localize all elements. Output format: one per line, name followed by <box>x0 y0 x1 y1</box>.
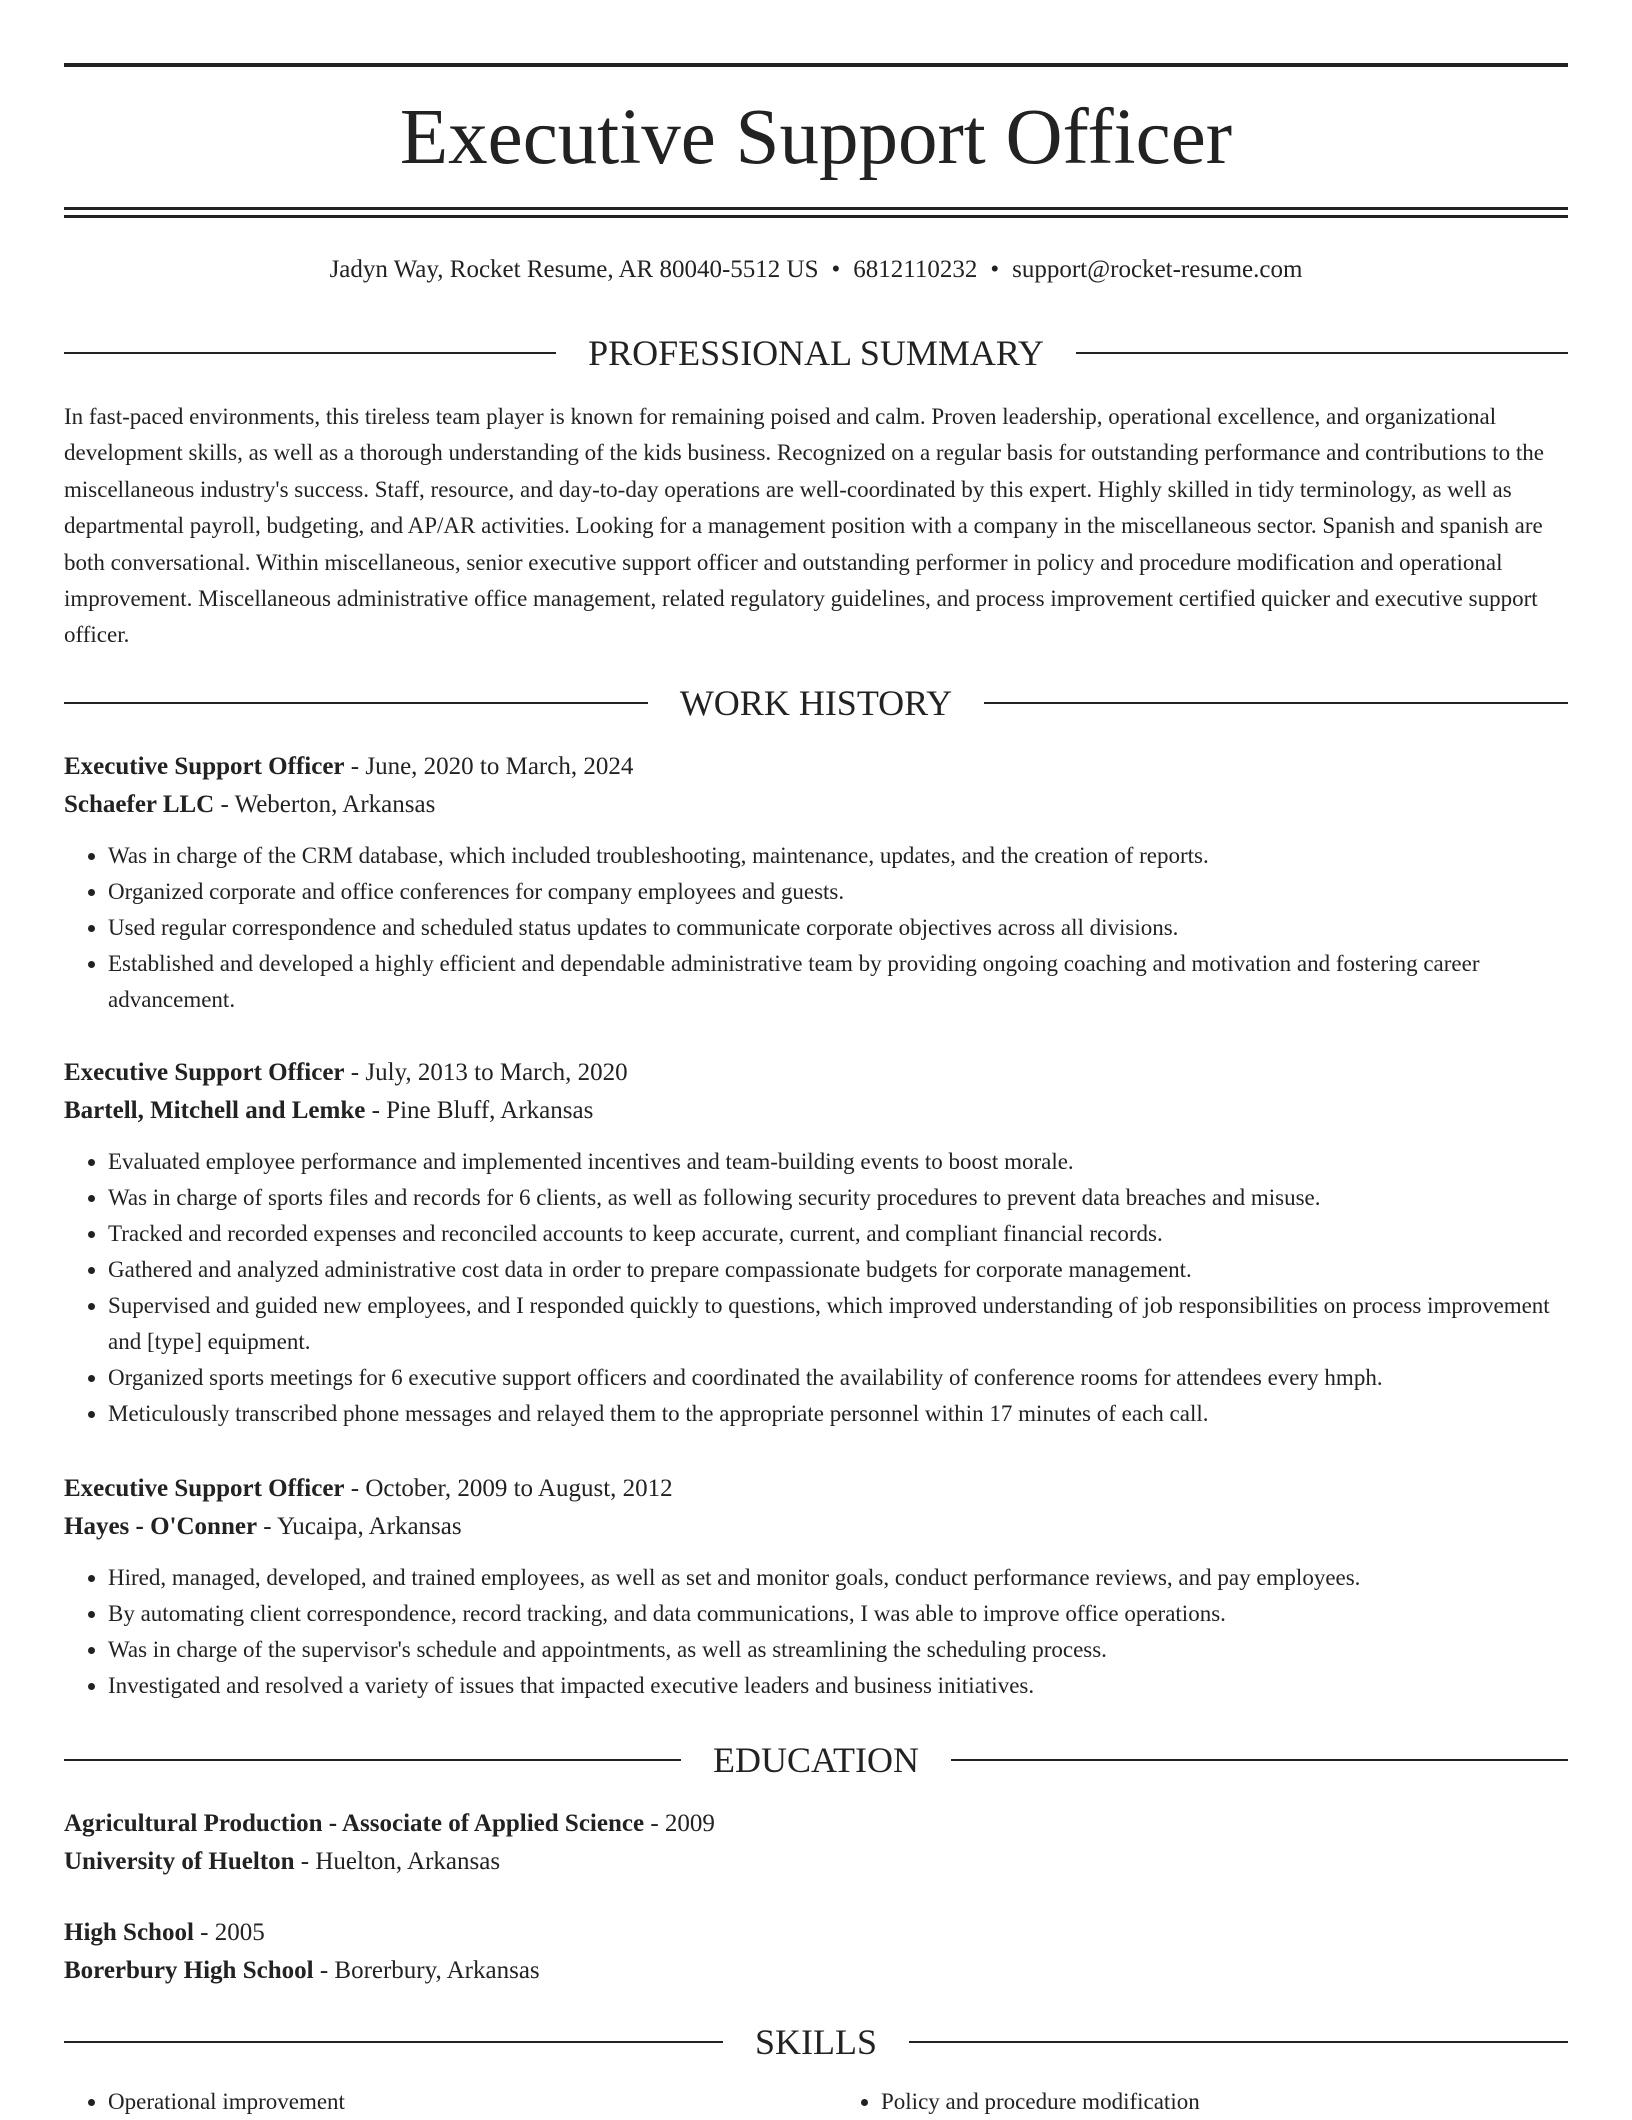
section-rule-right <box>1076 352 1568 354</box>
education-degree: Agricultural Production - Associate of Applied Science <box>64 1810 645 1837</box>
list-item: • Organized sports meetings for 6 executive support officers and coordinated the availability of conference rooms for attendees every hmph. <box>108 1360 1568 1396</box>
skill-item: • Policy and procedure modification <box>881 2084 1568 2120</box>
skills-list <box>64 2084 1568 2120</box>
section-header-skills <box>64 2020 1568 2064</box>
contact-phone: 6812110232 <box>853 256 978 283</box>
contact-line <box>64 253 1568 287</box>
education-school-line <box>64 1952 1568 1990</box>
header-top-rule <box>64 63 1568 67</box>
job-heading <box>64 1054 1568 1092</box>
job-employer <box>64 1092 1568 1130</box>
section-header-work <box>64 681 1568 725</box>
job-location: - Yucaipa, Arkansas <box>257 1513 462 1540</box>
job-employer <box>64 1508 1568 1546</box>
list-item: • Established and developed a highly efficient and dependable administrative team by providing ongoing coaching and motivation and fostering career advancement. <box>108 946 1568 1018</box>
list-item: • Supervised and guided new employees, and I responded quickly to questions, which improved understanding of job responsibilities on process improvement and [type] equipment. <box>108 1288 1568 1360</box>
list-item: • Meticulously transcribed phone messages and relayed them to the appropriate personnel within 17 minutes of each call. <box>108 1396 1568 1432</box>
header-double-rule-upper <box>64 207 1568 210</box>
education-heading <box>64 1914 1568 1952</box>
job-employer <box>64 786 1568 824</box>
job-title: Executive Support Officer <box>64 1059 345 1086</box>
skills-column-left <box>64 2084 795 2120</box>
header-double-rule-lower <box>64 215 1568 218</box>
job-company: Bartell, Mitchell and Lemke <box>64 1097 366 1124</box>
section-title-education: EDUCATION <box>713 1740 919 1780</box>
education-degree: High School <box>64 1919 194 1946</box>
education-school: Borerbury High School <box>64 1957 314 1984</box>
section-title-skills: SKILLS <box>755 2022 878 2062</box>
section-rule-right <box>909 2041 1568 2043</box>
section-header-education <box>64 1738 1568 1782</box>
contact-separator: • <box>990 256 1000 283</box>
job-title: Executive Support Officer <box>64 753 345 780</box>
education-location: - Borerbury, Arkansas <box>313 1957 540 1984</box>
education-entry <box>64 1805 1568 1881</box>
job-entry <box>64 1470 1568 1704</box>
job-location: - Weberton, Arkansas <box>214 791 436 818</box>
education-school: University of Huelton <box>64 1848 295 1875</box>
education-year: - 2005 <box>193 1919 265 1946</box>
job-bullets <box>64 1144 1568 1432</box>
list-item: • Evaluated employee performance and implemented incentives and team-building events to boost morale. <box>108 1144 1568 1180</box>
list-item: • Gathered and analyzed administrative cost data in order to prepare compassionate budgets for corporate management. <box>108 1252 1568 1288</box>
section-rule-left <box>64 2041 723 2043</box>
job-company: Schaefer LLC <box>64 791 215 818</box>
job-entry <box>64 748 1568 1018</box>
section-header-summary <box>64 331 1568 375</box>
job-dates: - July, 2013 to March, 2020 <box>344 1059 628 1086</box>
job-entry <box>64 1054 1568 1432</box>
section-rule-left <box>64 1759 681 1761</box>
section-title-summary: PROFESSIONAL SUMMARY <box>588 333 1044 373</box>
section-title-work: WORK HISTORY <box>679 683 953 723</box>
contact-address: Jadyn Way, Rocket Resume, AR 80040-5512 US <box>329 256 819 283</box>
education-location: - Huelton, Arkansas <box>294 1848 501 1875</box>
skill-item: • Operational improvement <box>108 2084 795 2120</box>
list-item: • Investigated and resolved a variety of issues that impacted executive leaders and business initiatives. <box>108 1668 1568 1704</box>
job-dates: - October, 2009 to August, 2012 <box>344 1475 673 1502</box>
job-bullets <box>64 838 1568 1018</box>
list-item: • Was in charge of sports files and records for 6 clients, as well as following security procedures to prevent data breaches and misuse. <box>108 1180 1568 1216</box>
resume-title: Executive Support Officer <box>399 94 1233 181</box>
education-entry <box>64 1914 1568 1990</box>
job-company: Hayes - O'Conner <box>64 1513 258 1540</box>
section-rule-right <box>951 1759 1568 1761</box>
job-heading <box>64 1470 1568 1508</box>
section-rule-right <box>984 702 1568 704</box>
education-year: - 2009 <box>644 1810 715 1837</box>
education-heading <box>64 1805 1568 1843</box>
job-dates: - June, 2020 to March, 2024 <box>344 753 634 780</box>
contact-separator: • <box>831 256 841 283</box>
summary-text: In fast-paced environments, this tireless team player is known for remaining poised and calm. Proven leadership, operational excellence, and organizational development skills, as well as a thorough understanding of the kids business. Recognized on a regular basis for outstanding performance and contributions to the miscellaneous industry's success. Staff, resource, and day-to-day operations are well-coordinated by this expert. Highly skilled in tidy terminology, as well as departmental payroll, budgeting, and AP/AR activities. Looking for a management position with a company in the miscellaneous sector. Spanish and spanish are both conversational. Within miscellaneous, senior executive support officer and outstanding performer in policy and procedure modification and operational improvement. Miscellaneous administrative office management, related regulatory guidelines, and process improvement certified quicker and executive support officer. <box>64 404 1544 648</box>
skills-column-right <box>837 2084 1568 2120</box>
list-item: • Hired, managed, developed, and trained employees, as well as set and monitor goals, conduct performance reviews, and pay employees. <box>108 1560 1568 1596</box>
job-location: - Pine Bluff, Arkansas <box>365 1097 594 1124</box>
list-item: • Used regular correspondence and scheduled status updates to communicate corporate objectives across all divisions. <box>108 910 1568 946</box>
list-item: • Tracked and recorded expenses and reconciled accounts to keep accurate, current, and compliant financial records. <box>108 1216 1568 1252</box>
contact-email: support@rocket-resume.com <box>1012 256 1303 283</box>
job-heading <box>64 748 1568 786</box>
section-rule-left <box>64 702 648 704</box>
list-item: • Was in charge of the CRM database, which included troubleshooting, maintenance, updates, and the creation of reports. <box>108 838 1568 874</box>
list-item: • Was in charge of the supervisor's schedule and appointments, as well as streamlining the scheduling process. <box>108 1632 1568 1668</box>
section-rule-left <box>64 352 556 354</box>
education-school-line <box>64 1843 1568 1881</box>
list-item: • Organized corporate and office conferences for company employees and guests. <box>108 874 1568 910</box>
list-item: • By automating client correspondence, record tracking, and data communications, I was able to improve office operations. <box>108 1596 1568 1632</box>
job-title: Executive Support Officer <box>64 1475 345 1502</box>
job-bullets <box>64 1560 1568 1704</box>
